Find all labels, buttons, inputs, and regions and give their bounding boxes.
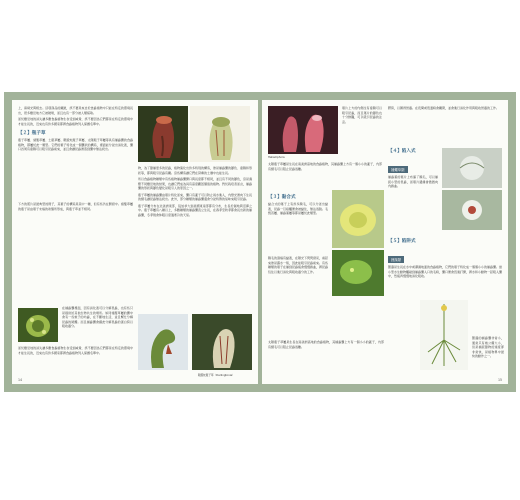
left-column-1-bottom	[18, 346, 133, 378]
section-heading: 【４】陷入式	[388, 149, 416, 154]
plant-photo	[442, 148, 502, 188]
left-column-1-wrap	[62, 306, 133, 346]
plant-photo	[190, 106, 250, 162]
body-text: 腺毛的頂端有黏液，在陽光下閃閃發亮，看起來像是露水一般，因此能吸引昆蟲前來。有些種類的葉子在捕到昆蟲後會慢慢捲曲，將昆蟲包住以進行消化與吸收養分的工作。	[268, 256, 328, 274]
left-page	[12, 100, 258, 384]
body-text: 物，為了獵捕更多的昆蟲，植物演化出許多特別的構造，像是捕蟲囊的顏色、蜜腺和形狀等，都與吸引昆蟲有關。這些構造讓它們在貧瘠的土壤中也能生長。	[138, 166, 253, 175]
page-number: 15	[497, 378, 502, 382]
photo-caption: Heliamphora	[268, 156, 285, 159]
body-text: 而於棲息地的消失讓多數食蟲植物生存受到威脅，該不要因為它們都是在特定的環境中才能生長的，近來也有許多國家都將食蟲植物列入保護名單中。	[18, 346, 133, 355]
left-column-2	[138, 166, 252, 310]
right-column-1-bottom	[268, 340, 384, 380]
body-text: 在捕蟲囊裡面，因有消化液可以分解昆蟲，也有些只是提供給其他生物共生的場所。如同豬籠草屬的囊中會有一些蚊子的幼蟲，在不斷地生活，並且幫忙分解昆蟲的屍體。而且捕蟲囊會藉此分解昆蟲的蛋白質以吸收養分。	[62, 306, 133, 328]
body-text: 而於棲息地的消失讓多數食蟲植物生存受到威脅，該不要因為它們都是在特定的環境中才能生長的，近來也有許多國家都將食蟲植物列入保護名單中。	[18, 117, 133, 126]
right-column-2-top	[388, 106, 502, 146]
body-text: 膠質，以獲得營養。在夜間或低溫時會關閉，並會進行消化作用與吸收營養的工作。	[388, 106, 500, 110]
section-heading: 【２】瓶子草	[18, 131, 46, 136]
sub-box-title: 捕蠅草類	[388, 166, 408, 173]
body-text: 狸藻的捕蟲囊非常小，通常只有幾公釐大小，但是捕捉獵物的速度卻非常快，是植物界中最快的動作之一。	[472, 336, 504, 358]
plant-photo	[138, 314, 188, 370]
section-heading: 【３】黏合式	[268, 195, 296, 200]
body-text: 上，兩時光與相去。這項商品的藏匿，該不要是來自於食蟲植物中只能在特定的環境長出，很多棲息地方它被破壞，而且也有一部分被人類採取。	[18, 106, 133, 115]
body-text: 捕蟲堇的葉片上布滿了腺毛，可以捕捉小型的昆蟲，而葉片邊緣會微微向內捲曲。	[388, 175, 438, 188]
plant-photo	[332, 250, 384, 296]
page-number: 14	[18, 378, 23, 382]
body-text: 葉片上方的內側生有蜜腺可以吸引昆蟲，而且葉片的顏色也十分鮮豔，可以吸引昆蟲的注意。	[342, 106, 382, 124]
body-text: 所以食蟲植物種類中有些植物捕蟲囊開口與長度都不相同，並且有不同的顏色，這是適應不同棲息地的結果，也讓它們成為具有高度觀賞價值的植物。對於栽培者而言，捕蟲囊的形狀與顏色變化是吸引人的原因之一。	[138, 177, 253, 190]
body-text: 狸藻是生長在水中或潮濕地面的食蟲植物，它們的葉子特化成一個個小小的捕蟲囊。當小型水生動物觸碰到捕蟲囊入口的毛時，囊口便會迅速打開，將水和小動物一起吸入囊中，然後再慢慢地消化吸收。	[388, 265, 502, 278]
right-column-2-mid	[388, 144, 438, 234]
body-text: 太陽瓶子草屬是生長在南美洲高地的食蟲植物，其捕蟲囊上方有一個小小的蓋子，內部有細毛可以阻止昆蟲逃離。	[268, 162, 382, 171]
body-text: 黏合式的葉子上有許多腺毛，可以分泌出黏液，昆蟲一旦接觸便會被黏住，無法逃脫。毛氈苔屬、捕蟲堇屬等都是屬於此類型。	[268, 202, 328, 215]
body-text: 下方的照片是最典型的例子，其葉子的構造是其中一種，但有些仍在開發中。豬籠草屬的瓶子是由葉子末端的卷鬚所形成，與瓶子草並不相同。	[18, 202, 133, 211]
body-text: 瓶子草屬分布在北美洲東部，從加拿大到美國東南部都有分布，生長於濕地與沼澤之中。瓶子草屬有八種以上，多數種類的捕蟲囊直立生長，在春季至秋季都會長出新的捕蟲囊，冬季則會休眠以度過寒冷的天氣。	[138, 203, 252, 217]
plant-photo	[420, 300, 468, 370]
plant-photo	[18, 308, 58, 342]
book-spread	[4, 92, 516, 392]
plant-photo	[192, 314, 252, 370]
right-column-1-top	[342, 106, 382, 160]
photo-caption: 眼鏡蛇瓶子草（Darlingtonia）	[198, 374, 235, 377]
section-heading: 【５】陷阱式	[388, 239, 416, 244]
right-column-2-bottom	[472, 336, 504, 380]
body-text: 瓶子草屬、豬籠草屬、土瓶草屬、眼鏡蛇瓶子草屬、太陽瓶子草屬等具有捕蟲囊的食蟲植物，都屬於此一類型。它們的葉子特化成一個囊狀的構造，裡面能分泌出消化液，囊口四周有蜜腺可以吸引昆蟲前來，並且會讓昆蟲滑落到囊中無法爬出。	[18, 138, 133, 151]
body-text: 太陽瓶子草屬是生長在南美洲高地的食蟲植物，其捕蟲囊上方有一個小小的蓋子，內部有細毛可以阻止昆蟲逃離。	[268, 340, 384, 349]
right-column-1-mid	[268, 162, 382, 190]
plant-photo	[138, 106, 188, 162]
plant-photo	[268, 106, 338, 154]
plant-photo	[332, 190, 384, 248]
body-text: 瓶子草屬的捕蟲囊由葉片特化而來，囊口有蓋子可以防止雨水進入，內壁光滑向下生長的細毛讓昆蟲無法爬出。此外，部分種類的捕蟲囊還會分泌特殊的氣味來吸引昆蟲。	[138, 192, 253, 201]
plant-photo	[442, 190, 502, 230]
right-page	[262, 100, 508, 384]
sub-box-title: 狸藻類	[388, 256, 404, 263]
right-column-1-lower	[268, 190, 328, 340]
